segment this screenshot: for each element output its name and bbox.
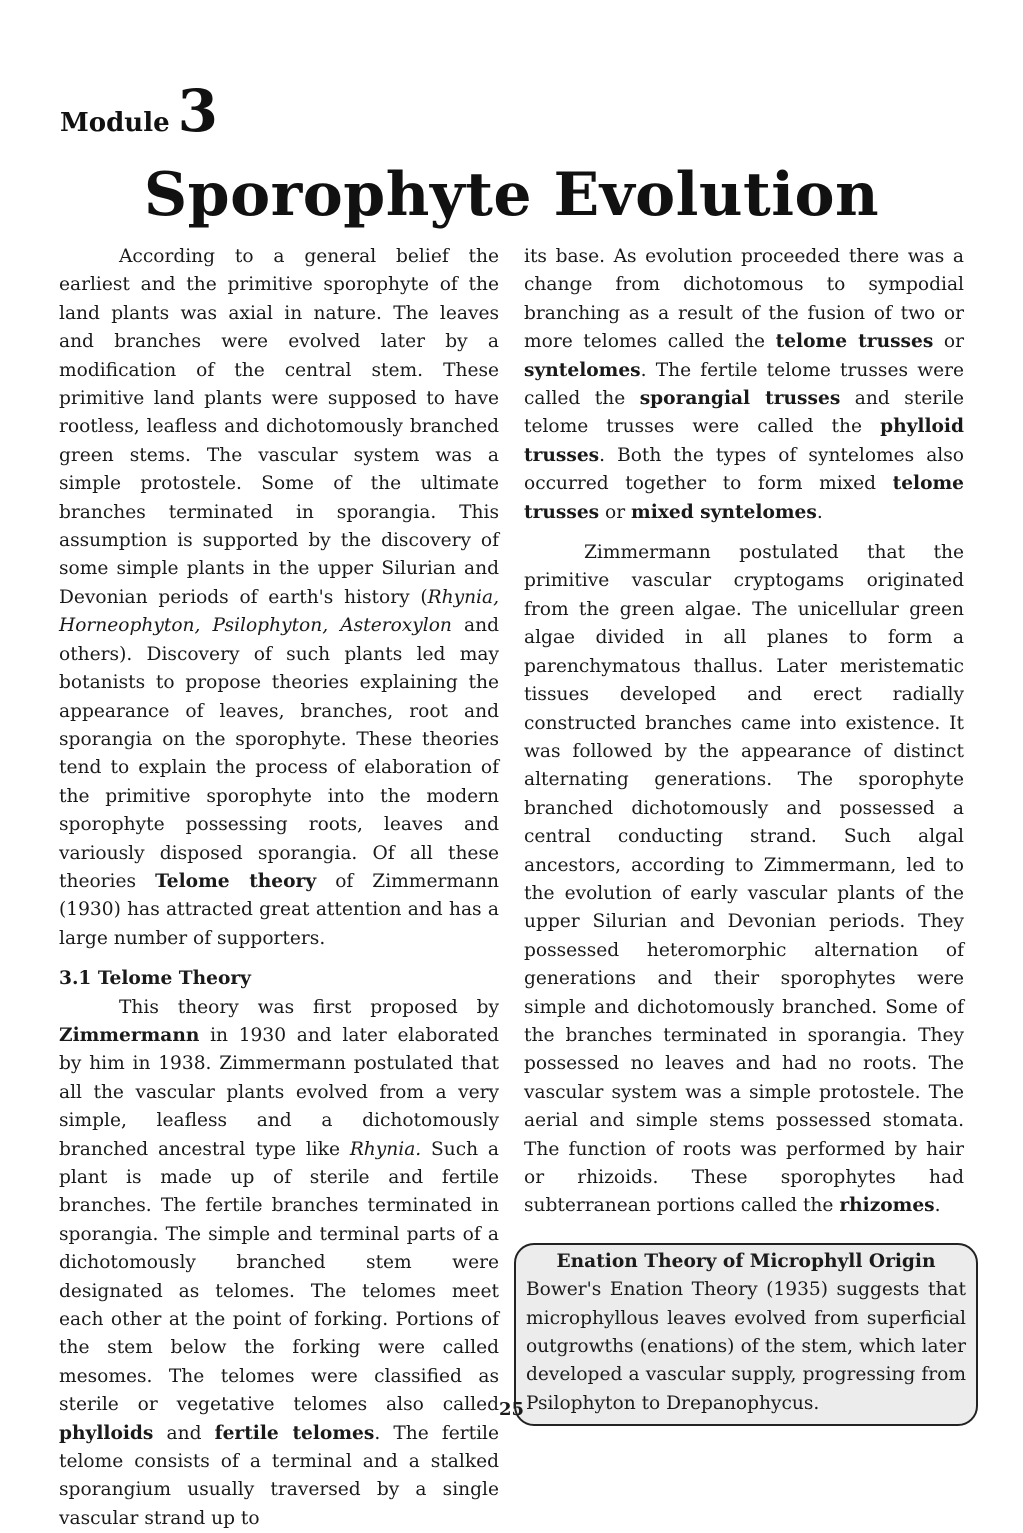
module-word: Module (60, 108, 170, 138)
text-run: This theory was first proposed by (119, 996, 499, 1018)
telome-paragraph (59, 994, 499, 1533)
telome-theory-term: Telome theory (155, 870, 317, 892)
text-run: . The fertile telome trusses were called the (524, 359, 964, 410)
rhizomes-term: rhizomes (839, 1195, 935, 1217)
right-column (524, 243, 964, 1426)
module-number: 3 (177, 77, 218, 145)
text-run: or (933, 331, 965, 353)
left-column (59, 243, 499, 1533)
box-title: Enation Theory of Microphyll Origin (556, 1250, 936, 1272)
text-run: in 1930 and later elaborated by him in 1938. Zimmermann postulated that all the vascular plants evolved from a very simple, leafless and a dichotomously branched ancestral type like (59, 1024, 499, 1160)
sporangial-trusses-term: sporangial trusses (639, 388, 841, 410)
page-title: Sporophyte Evolution (143, 160, 880, 230)
box-body: Bower's Enation Theory (1935) suggests that microphyllous leaves evolved from superficial outgrowths (enations) of the stem, which later developed a vascular supply, progressing from Psilophyton to Drepanophycus. (526, 1279, 966, 1414)
phylloids-term: phylloids (59, 1422, 154, 1444)
fertile-telomes-term: fertile telomes (214, 1422, 375, 1444)
text-run: Such a plant is made up of sterile and fertile branches. The fertile branches terminated in sporangia. The simple and terminal parts of a dichotomously branched stem were designated as telomes. The telomes meet each other at the point of forking. Portions of the stem below the forking were called mesomes. The telomes were classified as sterile or vegetative telomes also called (59, 1138, 500, 1416)
zimmermann-term: Zimmermann (59, 1024, 200, 1046)
text-run: and others). Discovery of such plants led may botanists to propose theories explaining the appearance of leaves, branches, root and sporangia on the sporophyte. These theories tend to explain the process of elaboration of the primitive sporophyte into the modern sporophyte possessing roots, leaves and variously disposed sporangia. Of all these theories (59, 615, 500, 892)
genera-names: Rhynia, Horneophyton, Psilophyton, Asteroxylon (59, 586, 499, 637)
text-run: . (816, 501, 823, 523)
module-label (60, 77, 218, 145)
text-run: and sterile telome trusses were called the (524, 388, 965, 438)
intro-paragraph (59, 243, 499, 953)
mixed-syntelomes-term: mixed syntelomes (631, 501, 817, 523)
telome-trusses-term: telome trusses (775, 331, 934, 353)
text-run: . (934, 1195, 941, 1217)
text-run: . Both the types of syntelomes also occurred together to form mixed (524, 444, 964, 495)
text-run: . The fertile telome consists of a terminal and a stalked sporangium usually traversed by a single vascular strand up to (59, 1422, 499, 1529)
text-run: or (599, 501, 632, 523)
text-run: Zimmermann postulated that the primitive vascular cryptogams originated from the green algae. The unicellular green algae divided in all planes to form a parenchymatous thallus. Later meristematic tissues developed and erect radially constructed branches came into existence. It was followed by the appearance of distinct alternating generations. The sporophyte branched dichotomously and possessed a central conducting strand. Such algal ancestors, according to Zimmermann, led to the evolution of early vascular plants of the upper Silurian and Devonian periods. They possessed heteromorphic alternation of generations and their sporophytes were simple and dichotomously branched. Some of the branches terminated in sporangia. They possessed no leaves and had no roots. The vascular system was a simple protostele. The aerial and simple stems possessed stomata. The function of roots was performed by hair or rhizoids. These sporophytes had subterranean portions called the (524, 542, 964, 1217)
section-heading: 3.1 Telome Theory (59, 968, 251, 990)
phylloid-trusses-term: phylloid trusses (524, 416, 964, 466)
text-run: and (153, 1422, 215, 1444)
syntelomes-term: syntelomes (524, 359, 641, 381)
text-run: of Zimmermann (1930) has attracted great attention and has a large number of supporters. (59, 870, 499, 949)
text-run: According to a general belief the earliest and the primitive sporophyte of the land plants was axial in nature. The leaves and branches were evolved later by a modification of the central stem. These primitive land plants were supposed to have rootless, leafless and dichotomously branched green stems. The vascular system was a simple protostele. Some of the ultimate branches terminated in sporangia. This assumption is supported by the discovery of some simple plants in the upper Silurian and Devonian periods of earth's history ( (59, 246, 499, 608)
text-run: its base. As evolution proceeded there was a change from dichotomous to sympodial branching as a result of the fusion of two or more telomes called the (524, 246, 964, 353)
rhynia-term: Rhynia. (349, 1138, 422, 1160)
algae-origin-paragraph (524, 539, 964, 1221)
page-number: 25 (498, 1399, 525, 1420)
telome-trusses-term-2: telome trusses (524, 473, 964, 523)
syntelomes-paragraph (524, 243, 964, 527)
